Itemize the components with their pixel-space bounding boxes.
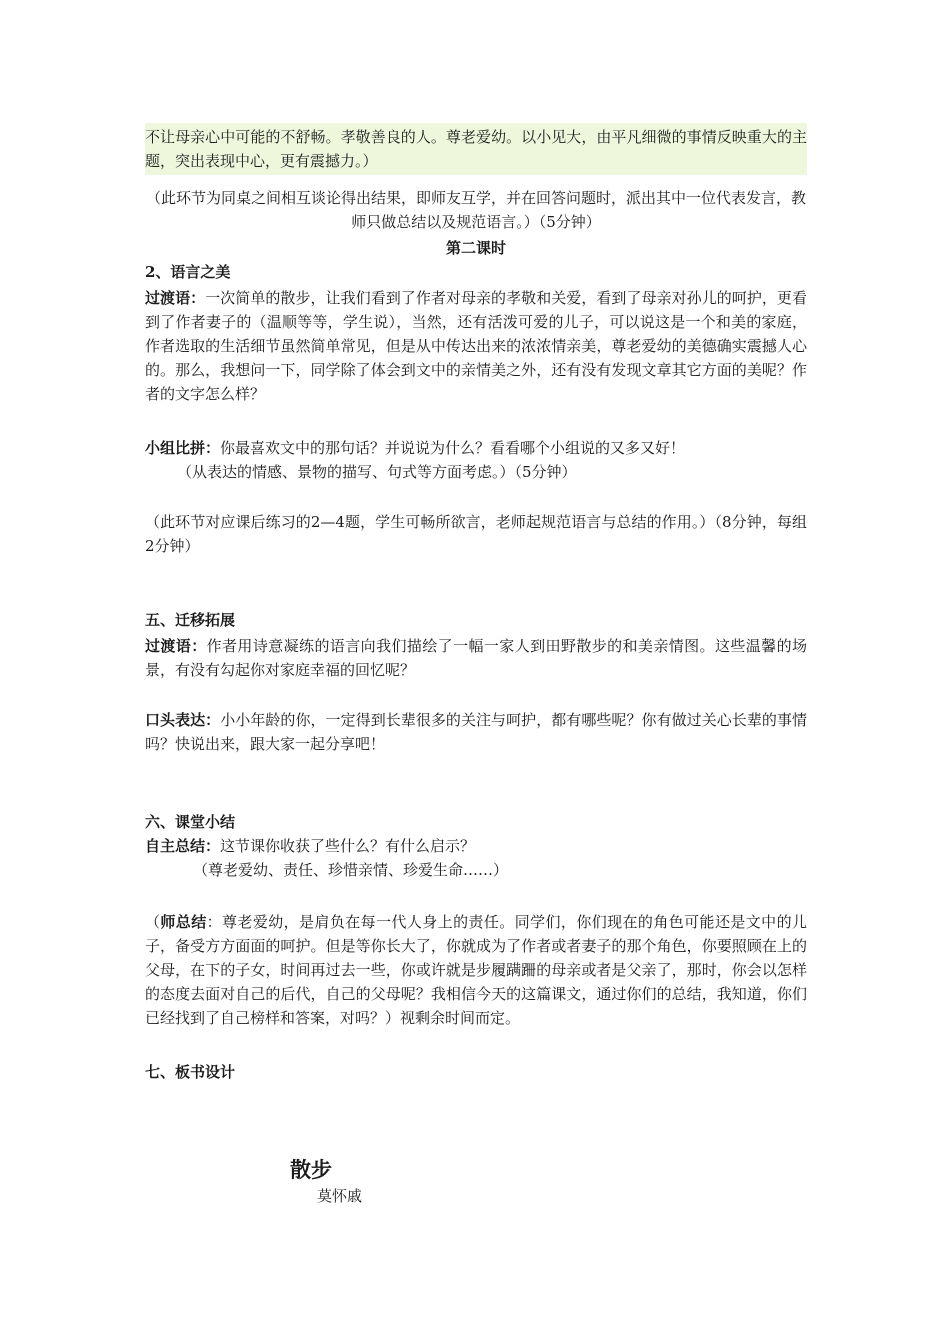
transition-paragraph-2: [145, 634, 807, 682]
section-7-heading: 七、板书设计: [145, 1063, 236, 1081]
transition-paragraph-1: [145, 286, 807, 406]
self-summary-paragraph: [145, 834, 807, 858]
transition-label: 过渡语：: [145, 637, 207, 655]
oral-label: 口头表达：: [145, 711, 221, 729]
group-text: 你最喜欢文中的那句话？并说说为什么？看看哪个小组说的又多又好！: [220, 439, 686, 457]
section-6-heading: 六、课堂小结: [145, 813, 236, 831]
transition-text: 作者用诗意凝练的语言向我们描绘了一幅一家人到田野散步的和美亲情图。这些温馨的场景，有没有勾起你对家庭幸福的回忆呢？: [145, 637, 807, 679]
oral-text: 小小年龄的你，一定得到长辈很多的关注与呵护，都有哪些呢？你有做过关心长辈的事情吗？快说出来，跟大家一起分享吧！: [145, 711, 807, 753]
self-label: 自主总结：: [145, 837, 221, 855]
teacher-open: （: [145, 913, 161, 931]
board-title: 散步: [290, 1157, 332, 1182]
highlighted-paragraph: 不让母亲心中可能的不舒畅。孝敬善良的人。尊老爱幼。以小见大，由平凡细微的事情反映重大的主题，突出表现中心，更有震撼力。）: [145, 123, 807, 175]
self-text: 这节课你收获了些什么？有什么启示？: [220, 837, 476, 855]
lesson-2-title: 第二课时: [445, 239, 506, 257]
group-paragraph: [145, 436, 807, 460]
self-hint: （尊老爱幼、责任、珍惜亲情、珍爱生命……）: [193, 861, 509, 879]
board-author: 莫怀戚: [317, 1187, 363, 1205]
teacher-label: 师总结: [160, 913, 207, 931]
section-5-heading: 五、迁移拓展: [145, 611, 236, 629]
oral-paragraph: [145, 708, 807, 756]
note-paragraph-1: （此环节为同桌之间相互谈论得出结果，即师友互学，并在回答问题时，派出其中一位代表发言，教师只做总结以及规范语言。）（5分钟）: [145, 189, 806, 231]
group-label: 小组比拼：: [145, 439, 221, 457]
transition-text: 一次简单的散步，让我们看到了作者对母亲的孝敬和关爱，看到了母亲对孙儿的呵护，更看到了作者妻子的（温顺等等，学生说），当然，还有活泼可爱的儿子，可以说这是一个和美的家庭，作者选取的生活细节虽然简单常见，但是从中传达出来的浓浓情亲美，尊老爱幼的美德确实震撼人心的。那么，我想问一下，同学除了体会到文中的亲情美之外，还有没有发现文章其它方面的美呢？作者的文字怎么样？: [145, 289, 807, 403]
teacher-text: ：尊老爱幼，是肩负在每一代人身上的责任。同学们，你们现在的角色可能还是文中的儿子，备受方方面面的呵护。但是等你长大了，你就成为了作者或者妻子的那个角色，你要照顾在上的父母，在下的子女，时间再过去一些，你或许就是步履蹒跚的母亲或者是父亲了，那时，你会以怎样的态度去面对自己的后代，自己的父母呢？我相信今天的这篇课文，通过你们的总结，我知道，你们已经找到了自己榜样和答案，对吗？）视剩余时间而定。: [145, 913, 807, 1027]
transition-label: 过渡语：: [145, 289, 206, 307]
section-2-heading: 2、语言之美: [145, 263, 231, 281]
group-hint: （从表达的情感、景物的描写、句式等方面考虑。）（5分钟）: [177, 463, 577, 481]
teacher-summary-paragraph: [145, 910, 807, 1030]
note-paragraph-2: （此环节对应课后练习的2—4题，学生可畅所欲言，老师起规范语言与总结的作用。）（8分钟，每组2分钟）: [145, 513, 807, 555]
